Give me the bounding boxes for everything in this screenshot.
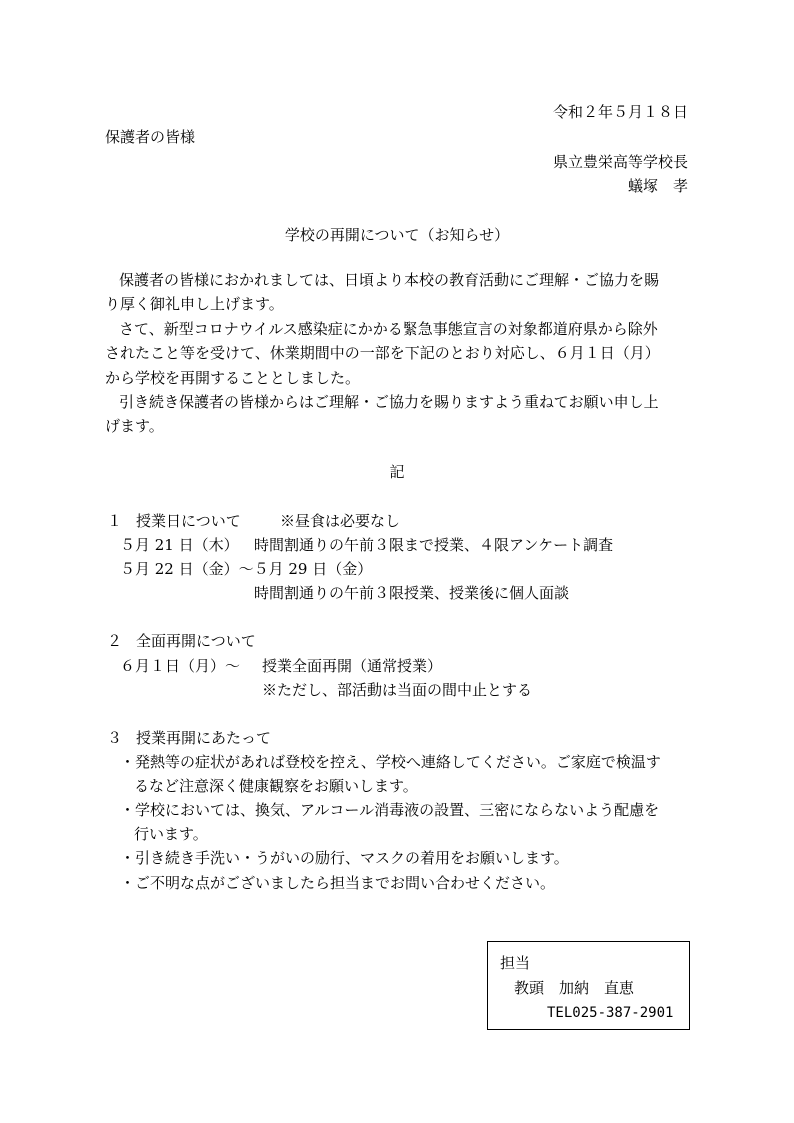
body-line: 引き続き保護者の皆様からはご理解・ご協力を賜りますよう重ねてお願い申し上 [119,393,659,411]
section2-text: 授業全面再開（通常授業） [262,657,443,675]
section3-line: ・学校においては、換気、アルコール消毒液の設置、三密にならないよう配慮を [120,801,660,819]
body-line: から学校を再開することとしました。 [105,369,361,387]
document-date: 令和２年５月１８日 [552,103,688,121]
section1-note: ※昼食は必要なし [280,512,401,530]
section3-line: ・ご不明な点がございましたら担当までお問い合わせください。 [120,874,556,892]
document-title: 学校の再開について（お知らせ） [284,226,510,244]
section3-number: ３ [107,729,123,747]
ki-marker: 記 [389,463,405,481]
body-line: げます。 [105,417,164,435]
body-line: さて、新型コロナウイルス感染症にかかる緊急事態宣言の対象都道府県から除外 [119,320,658,338]
contact-person: 教頭 加納 直恵 [514,979,635,997]
contact-label: 担当 [500,954,531,972]
section1-row1-date: ５月 21 日（木） [120,536,239,554]
recipient: 保護者の皆様 [105,128,196,146]
section1-row2-text: 時間割通りの午前３限授業、授業後に個人面談 [254,584,570,602]
section3-heading: 授業再開にあたって [136,729,272,747]
contact-tel: TEL025-387-2901 [547,1005,674,1021]
section1-row1-text: 時間割通りの午前３限まで授業、４限アンケート調査 [254,536,614,554]
section1-row2-date: ５月 22 日（金）～５月 29 日（金） [120,560,373,578]
section1-number: １ [107,512,123,530]
section3-line: ・引き続き手洗い・うがいの励行、マスクの着用をお願いします。 [120,849,569,867]
body-line: 保護者の皆様におかれましては、日頃より本校の教育活動にご理解・ご協力を賜 [119,271,660,289]
body-line: り厚く御礼申し上げます。 [105,295,284,313]
issuer-school: 県立豊栄高等学校長 [552,153,688,171]
issuer-name: 蟻塚 孝 [627,177,688,195]
section3-line: ・発熱等の症状があれば登校を控え、学校へ連絡してください。ご家庭で検温す [120,753,661,771]
section2-number: ２ [107,632,123,650]
body-line: されたこと等を受けて、休業期間中の一部を下記のとおり対応し、６月１日（月） [105,344,660,362]
section3-line: るなど注意深く健康観察をお願いします。 [134,777,418,795]
section3-line: 行います。 [134,825,208,843]
contact-box [487,941,690,1030]
section2-note: ※ただし、部活動は当面の間中止とする [262,681,533,699]
section1-heading: 授業日について [136,512,241,530]
section2-heading: 全面再開について [136,632,256,650]
section2-date: ６月１日（月）～ [120,657,241,675]
